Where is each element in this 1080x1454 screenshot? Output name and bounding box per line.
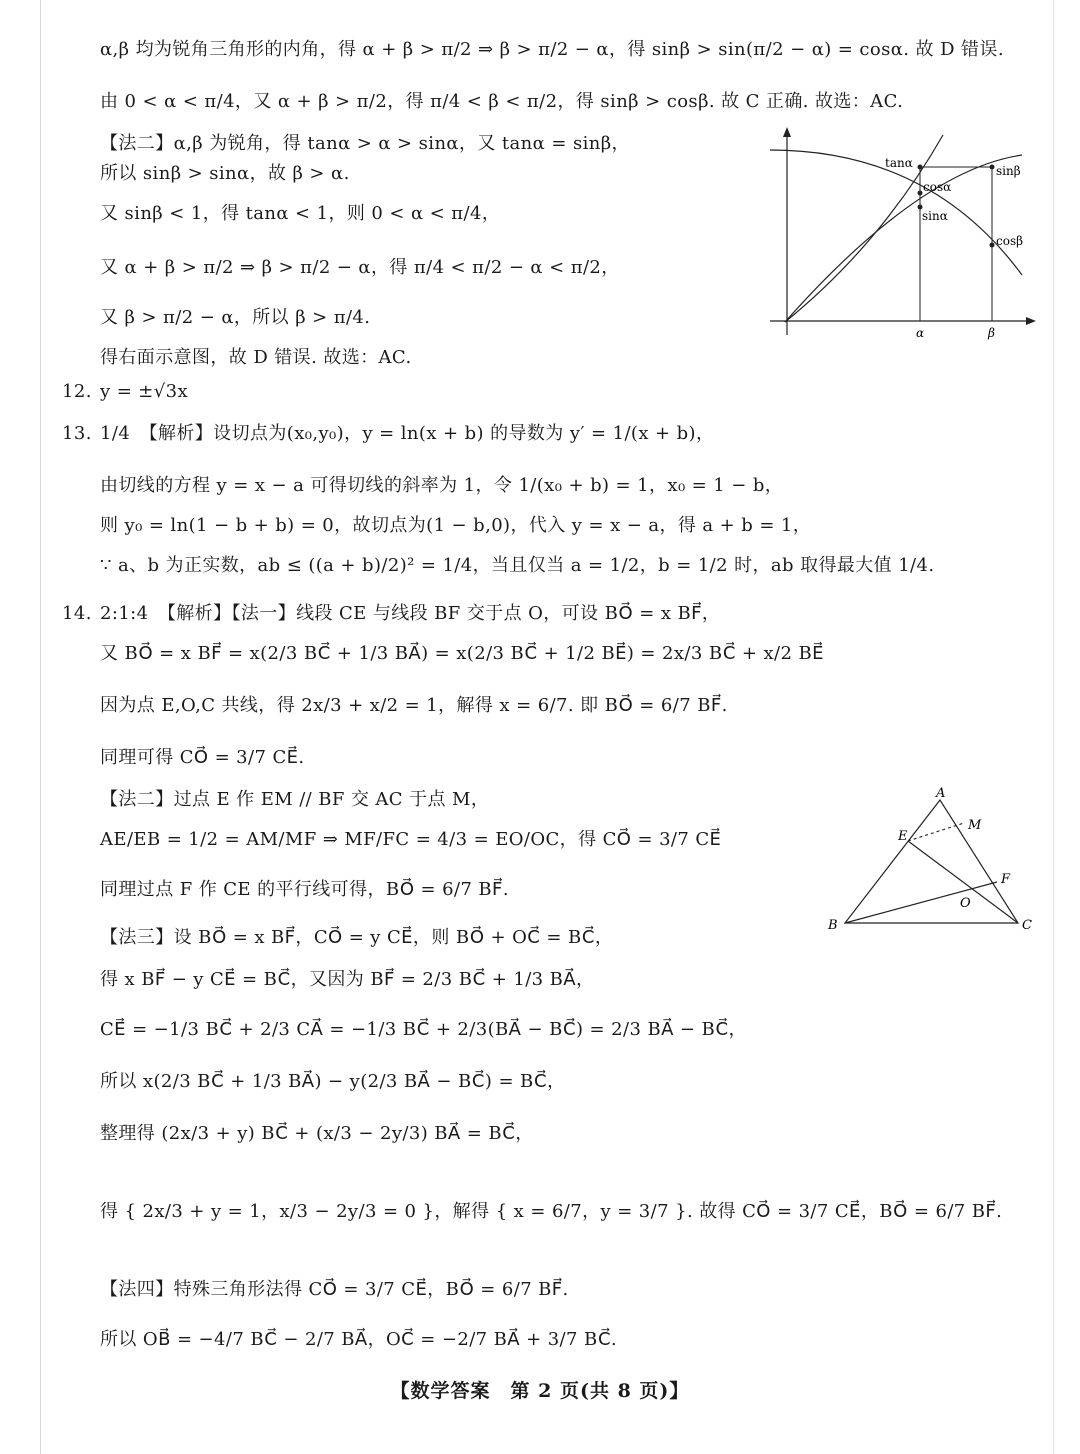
- point-sin-beta: [990, 165, 995, 170]
- point-cos-beta: [990, 243, 995, 248]
- solution-line: 由切线的方程 y = x − a 可得切线的斜率为 1，令 1/(x₀ + b) = 1，x₀ = 1 − b，: [100, 475, 784, 496]
- tan-curve: [785, 135, 943, 322]
- point-cos-alpha: [918, 191, 923, 196]
- solution-line: AE/EB = 1/2 = AM/MF ⇒ MF/FC = 4/3 = EO/OC，得 CO⃗ = 3/7 CE⃗: [100, 829, 722, 850]
- solution-line: 由 0 < α < π/4，又 α + β > π/2，得 π/4 < β < π/2，得 sinβ > cosβ. 故 C 正确. 故选：AC.: [100, 91, 904, 112]
- page-right-edge: [1053, 0, 1054, 1454]
- solution-line: 又 α + β > π/2 ⇒ β > π/2 − α，得 π/4 < π/2 − α < π/2，: [100, 257, 620, 278]
- solution-line: 【法三】设 BO⃗ = x BF⃗，CO⃗ = y CE⃗，则 BO⃗ + OC⃗ = BC⃗，: [100, 927, 614, 948]
- y-axis-arrow: [783, 127, 791, 137]
- x-axis-arrow: [1026, 317, 1036, 325]
- label-sin-alpha: sinα: [922, 209, 948, 223]
- solution-line: 又 β > π/2 − α，所以 β > π/4.: [100, 307, 371, 328]
- trig-sketch-figure: [760, 125, 1050, 350]
- solution-line: 得 x BF⃗ − y CE⃗ = BC⃗，又因为 BF⃗ = 2/3 BC⃗ + 1/3 BA⃗，: [100, 969, 595, 990]
- solution-line: 又 sinβ < 1，得 tanα < 1，则 0 < α < π/4，: [100, 203, 501, 224]
- question-number: 13.: [62, 423, 92, 444]
- solution-line: 【法四】特殊三角形法得 CO⃗ = 3/7 CE⃗，BO⃗ = 6/7 BF⃗.: [100, 1279, 569, 1300]
- label-cos-alpha: cosα: [923, 180, 952, 194]
- solution-line: 因为点 E,O,C 共线，得 2x/3 + x/2 = 1，解得 x = 6/7. 即 BO⃗ = 6/7 BF⃗.: [100, 695, 728, 716]
- solution-line: CE⃗ = −1/3 BC⃗ + 2/3 CA⃗ = −1/3 BC⃗ + 2/3(BA⃗ − BC⃗) = 2/3 BA⃗ − BC⃗，: [100, 1019, 747, 1040]
- label-alpha: α: [916, 326, 925, 340]
- solution-line: 得右面示意图，故 D 错误. 故选：AC.: [100, 347, 412, 368]
- label-o: O: [960, 896, 971, 911]
- solution-line: 又 BO⃗ = x BF⃗ = x(2/3 BC⃗ + 1/3 BA⃗) = x(2/3 BC⃗ + 1/2 BE⃗) = 2x/3 BC⃗ + x/2 BE⃗: [100, 643, 824, 664]
- label-e: E: [898, 829, 908, 844]
- solution-line: 【法二】α,β 为锐角，得 tanα > α > sinα，又 tanα = sinβ，: [100, 133, 630, 154]
- triangle-figure: [820, 785, 1040, 945]
- solution-line: 得 { 2x/3 + y = 1，x/3 − 2y/3 = 0 }，解得 { x = 6/7，y = 3/7 }. 故得 CO⃗ = 3/7 CE⃗，BO⃗ = 6/7 BF⃗.: [100, 1201, 1003, 1222]
- solution-line: 同理可得 CO⃗ = 3/7 CE⃗.: [100, 747, 305, 768]
- label-cos-beta: cosβ: [996, 234, 1024, 248]
- solution-line: 1/4 【解析】设切点为(x₀,y₀)，y = ln(x + b) 的导数为 y′ = 1/(x + b)，: [100, 423, 715, 444]
- solution-line: 所以 x(2/3 BC⃗ + 1/3 BA⃗) − y(2/3 BA⃗ − BC⃗) = BC⃗，: [100, 1071, 566, 1092]
- label-c: C: [1022, 918, 1032, 933]
- question-number: 12.: [62, 381, 92, 402]
- segment-em: [908, 823, 964, 841]
- solution-line: ∵ a、b 为正实数，ab ≤ ((a + b)/2)² = 1/4，当且仅当 a = 1/2，b = 1/2 时，ab 取得最大值 1/4.: [100, 555, 935, 576]
- label-tan-alpha: tanα: [885, 156, 913, 170]
- question-number: 14.: [62, 603, 92, 624]
- solution-line: α,β 均为锐角三角形的内角，得 α + β > π/2 ⇒ β > π/2 − α，得 sinβ > sin(π/2 − α) = cosα. 故 D 错误.: [100, 39, 1004, 60]
- label-sin-beta: sinβ: [996, 164, 1021, 178]
- segment-bf: [845, 882, 997, 923]
- page-left-edge: [40, 0, 41, 1454]
- label-m: M: [968, 818, 982, 833]
- answer-12: y = ±√3x: [100, 381, 189, 402]
- point-tan-alpha: [918, 165, 923, 170]
- label-a: A: [936, 786, 946, 801]
- solution-line: 所以 sinβ > sinα，故 β > α.: [100, 163, 350, 184]
- label-beta: β: [988, 326, 995, 340]
- label-f: F: [1001, 872, 1011, 887]
- solution-line: 所以 OB⃗ = −4/7 BC⃗ − 2/7 BA⃗，OC⃗ = −2/7 BA⃗ + 3/7 BC⃗.: [100, 1329, 618, 1350]
- triangle-abc: [845, 800, 1018, 923]
- solution-line: 【法二】过点 E 作 EM // BF 交 AC 于点 M，: [100, 789, 490, 810]
- solution-line: 则 y₀ = ln(1 − b + b) = 0，故切点为(1 − b,0)，代入 y = x − a，得 a + b = 1，: [100, 515, 812, 536]
- solution-line: 整理得 (2x/3 + y) BC⃗ + (x/3 − 2y/3) BA⃗ = BC⃗，: [100, 1123, 534, 1144]
- solution-line: 2:1:4 【解析】【法一】线段 CE 与线段 BF 交于点 O，可设 BO⃗ = x BF⃗，: [100, 603, 721, 624]
- page-footer: 【数学答案 第 2 页(共 8 页)】: [390, 1380, 690, 1402]
- label-b: B: [828, 918, 838, 933]
- solution-line: 同理过点 F 作 CE 的平行线可得，BO⃗ = 6/7 BF⃗.: [100, 879, 509, 900]
- sin-curve: [785, 155, 1022, 322]
